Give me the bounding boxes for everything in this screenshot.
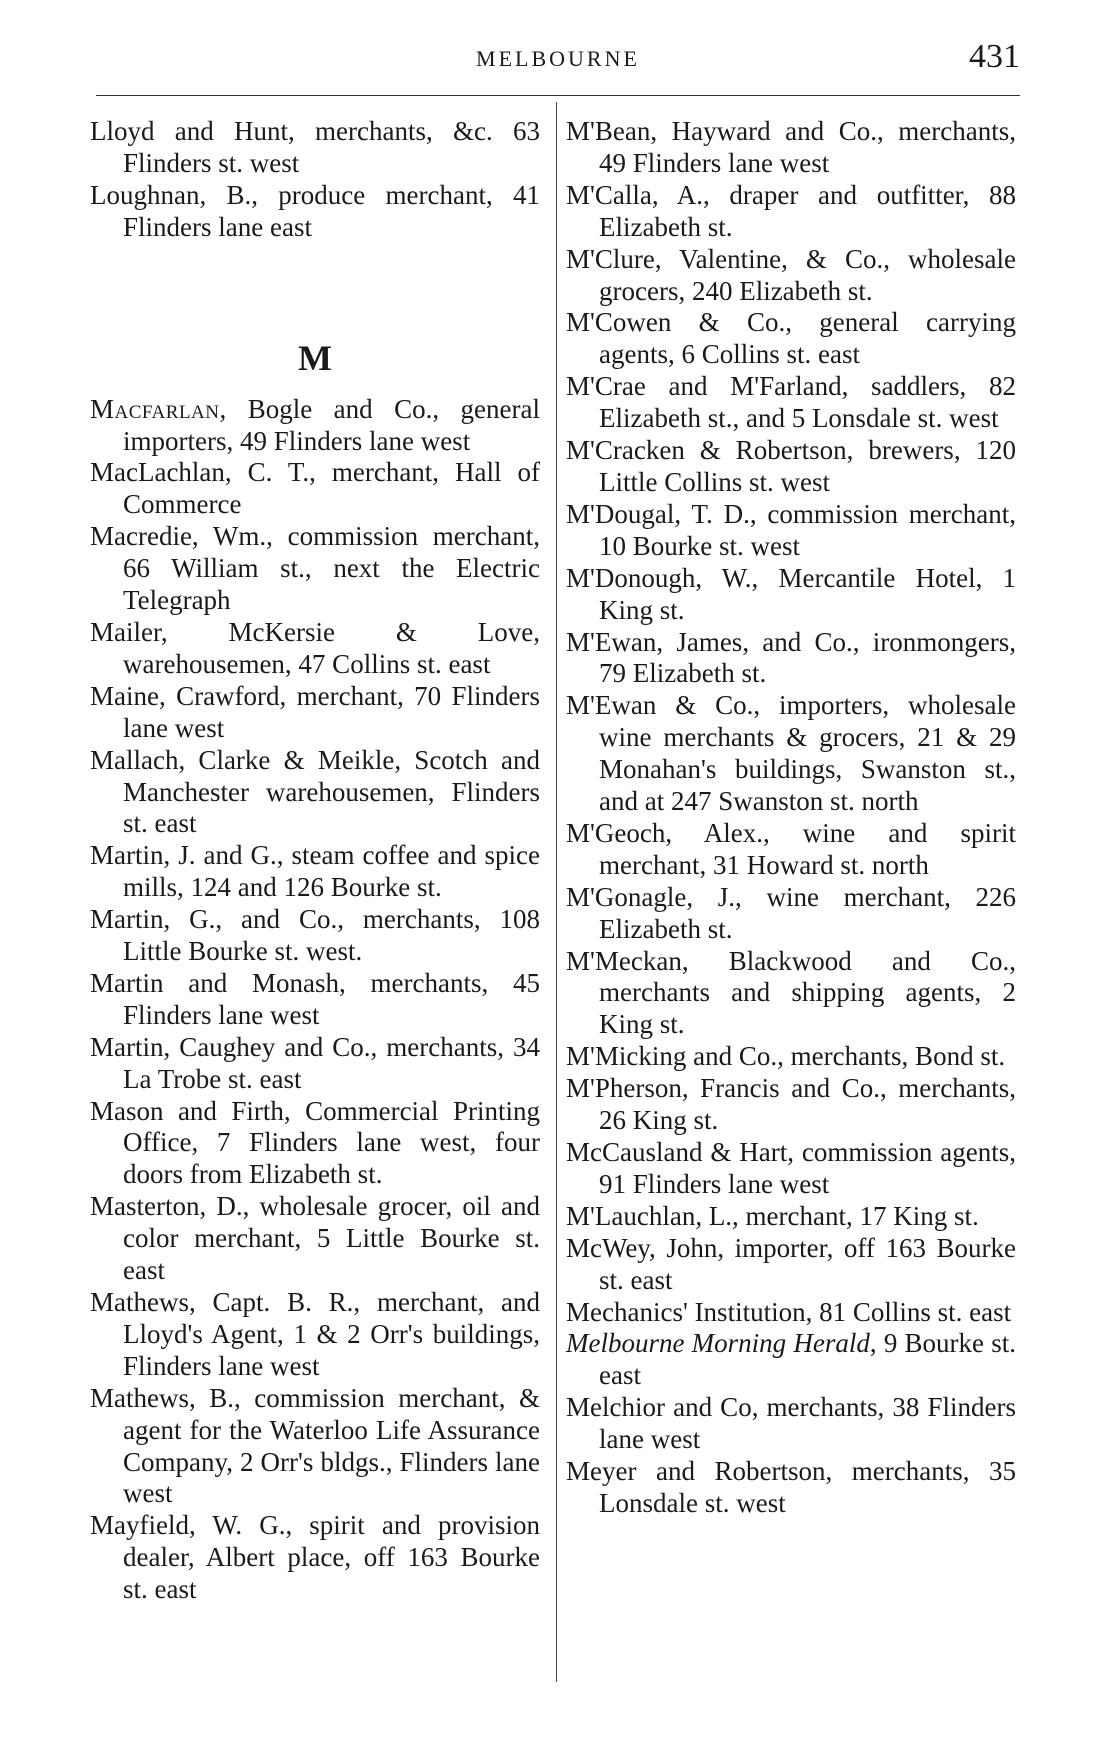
- directory-entry: M'Donough, W., Mercantile Hotel, 1 King st.: [566, 562, 1016, 625]
- directory-entry: M'Dougal, T. D., commission merchant, 10 Bourke st. west: [566, 498, 1016, 561]
- directory-entry: Mallach, Clarke & Meikle, Scotch and Manchester warehousemen, Flinders st. east: [90, 744, 540, 839]
- directory-entry: [90, 394, 540, 458]
- section-letter: M: [298, 337, 332, 378]
- directory-entry: M'Crae and M'Farland, saddlers, 82 Elizabeth st., and 5 Lonsdale st. west: [566, 371, 1016, 434]
- page-number: 431: [969, 38, 1020, 75]
- directory-entry: Martin and Monash, merchants, 45 Flinders lane west: [90, 967, 540, 1030]
- directory-entry: M'Micking and Co., merchants, Bond st.: [566, 1041, 1006, 1072]
- directory-entry: M'Ewan, James, and Co., ironmongers, 79 Elizabeth st.: [566, 626, 1016, 689]
- directory-entry: M'Ewan & Co., importers, wholesale wine merchants & grocers, 21 & 29 Monahan's buildings, Swanston st., and at 247 Swanston st. north: [566, 690, 1016, 817]
- left-column: [90, 116, 540, 1606]
- running-head: [96, 38, 1020, 78]
- entry-details: , 9 Bourke st. east: [599, 1328, 1016, 1391]
- directory-entry: Masterton, D., wholesale grocer, oil and color merchant, 5 Little Bourke st. east: [90, 1191, 540, 1286]
- directory-entry: M'Cracken & Robertson, brewers, 120 Little Collins st. west: [566, 435, 1016, 497]
- directory-entry: M'Meckan, Blackwood and Co., merchants and shipping agents, 2 King st.: [566, 945, 1016, 1040]
- directory-entry: McCausland & Hart, commission agents, 91 Flinders lane west: [566, 1137, 1016, 1199]
- directory-entry: M'Gonagle, J., wine merchant, 226 Elizabeth st.: [566, 881, 1016, 944]
- newspaper-title: Melbourne Morning Herald: [566, 1328, 870, 1359]
- directory-entry: Mailer, McKersie & Love, warehousemen, 47 Collins st. east: [90, 616, 540, 679]
- directory-entry: Mathews, Capt. B. R., merchant, and Lloyd's Agent, 1 & 2 Orr's buildings, Flinders lane west: [90, 1287, 540, 1381]
- directory-entry: M'Pherson, Francis and Co., merchants, 26 King st.: [566, 1073, 1016, 1136]
- directory-entry: Lloyd and Hunt, merchants, &c. 63 Flinders st. west: [90, 116, 540, 178]
- entry-details: , Bogle and Co., general importers, 49 Flinders lane west: [123, 393, 540, 456]
- directory-entry: M'Calla, A., draper and outfitter, 88 Elizabeth st.: [566, 179, 1016, 242]
- directory-entry: Mechanics' Institution, 81 Collins st. east: [566, 1296, 1012, 1327]
- directory-entry: Martin, J. and G., steam coffee and spice mills, 124 and 126 Bourke st.: [90, 840, 540, 903]
- directory-entry: McWey, John, importer, off 163 Bourke st. east: [566, 1232, 1016, 1295]
- directory-entry: M'Lauchlan, L., merchant, 17 King st.: [566, 1200, 979, 1231]
- directory-entry: M'Clure, Valentine, & Co., wholesale grocers, 240 Elizabeth st.: [566, 243, 1016, 306]
- directory-entry: Macredie, Wm., commission merchant, 66 William st., next the Electric Telegraph: [90, 521, 540, 616]
- directory-entry: Martin, Caughey and Co., merchants, 34 La Trobe st. east: [90, 1031, 540, 1094]
- directory-entry: Mathews, B., commission merchant, & agent for the Waterloo Life Assurance Company, 2 Orr's bldgs., Flinders lane west: [90, 1382, 540, 1509]
- directory-entry: MacLachlan, C. T., merchant, Hall of Commerce: [90, 457, 540, 520]
- directory-entry: [566, 1328, 1016, 1392]
- directory-entry: M'Cowen & Co., general carrying agents, 6 Collins st. east: [566, 307, 1016, 370]
- entry-name-small-caps: Macfarlan: [90, 393, 220, 424]
- directory-entry: Mayfield, W. G., spirit and provision dealer, Albert place, off 163 Bourke st. east: [90, 1510, 540, 1605]
- directory-entry: Maine, Crawford, merchant, 70 Flinders lane west: [90, 680, 540, 743]
- directory-entry: M'Bean, Hayward and Co., merchants, 49 Flinders lane west: [566, 116, 1016, 178]
- running-title: MELBOURNE: [476, 46, 640, 71]
- header-rule: [96, 95, 1020, 96]
- directory-entry: M'Geoch, Alex., wine and spirit merchant, 31 Howard st. north: [566, 817, 1016, 880]
- directory-entry: Meyer and Robertson, merchants, 35 Lonsdale st. west: [566, 1456, 1016, 1518]
- directory-entry: Mason and Firth, Commercial Printing Office, 7 Flinders lane west, four doors from Elizabeth st.: [90, 1095, 540, 1190]
- directory-entry: Melchior and Co, merchants, 38 Flinders lane west: [566, 1392, 1016, 1455]
- directory-entry: Martin, G., and Co., merchants, 108 Little Bourke st. west.: [90, 904, 540, 967]
- directory-entry: Loughnan, B., produce merchant, 41 Flinders lane east: [90, 179, 540, 242]
- column-divider: [556, 102, 557, 1682]
- right-column: [566, 116, 1016, 1520]
